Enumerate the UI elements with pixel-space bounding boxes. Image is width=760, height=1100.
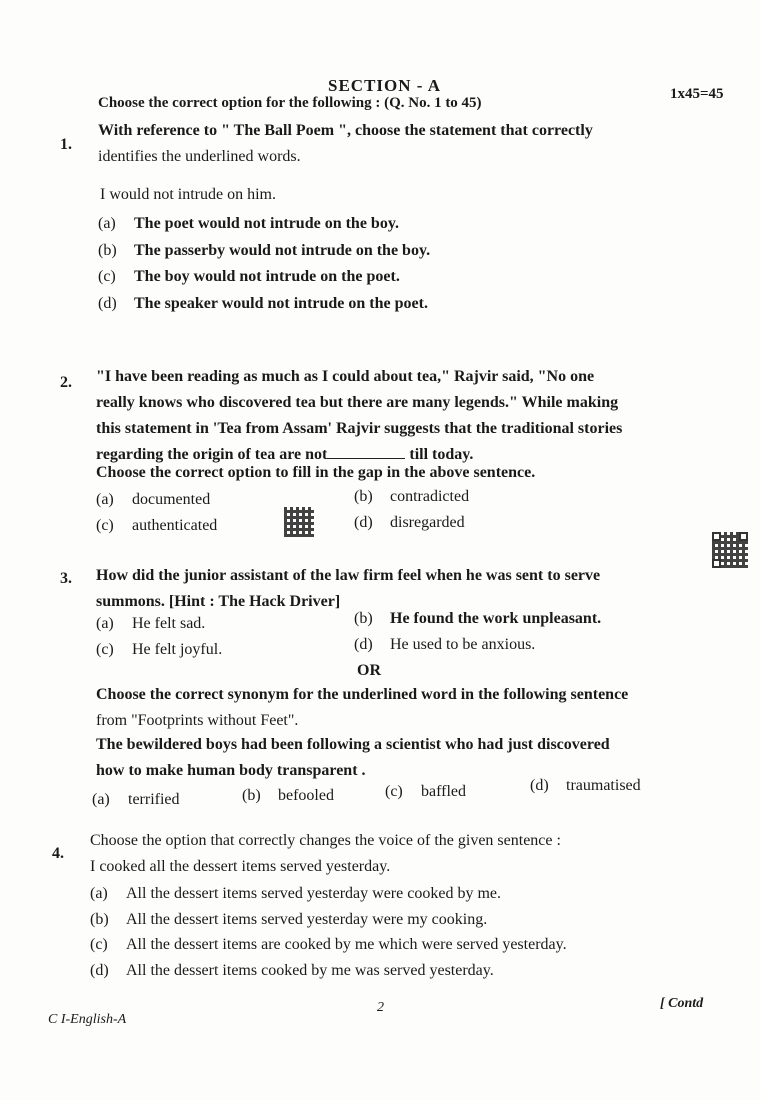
option: [354, 488, 469, 506]
option: [385, 783, 466, 801]
option-letter: (b): [242, 787, 261, 804]
option: [96, 641, 222, 659]
option-letter: (a): [96, 615, 114, 632]
question-3-alt-line: from "Footprints without Feet".: [96, 712, 299, 729]
option-letter: (b): [98, 242, 117, 259]
option: [96, 491, 210, 509]
option: [96, 615, 205, 633]
option-text: The poet would not intrude on the boy.: [134, 215, 399, 232]
option: [354, 610, 601, 628]
option-text: traumatised: [566, 777, 641, 794]
instruction: Choose the correct option for the following : (Q. No. 1 to 45): [98, 95, 482, 111]
option-letter: (c): [90, 936, 108, 953]
option: [98, 215, 399, 233]
option-letter: (c): [385, 783, 403, 800]
question-1-line: identifies the underlined words.: [98, 148, 301, 165]
page-number: 2: [377, 1000, 384, 1015]
option-letter: (d): [98, 295, 117, 312]
option: [90, 911, 487, 929]
question-4-number: 4.: [52, 845, 64, 862]
question-3-alt-text: [96, 682, 628, 734]
option: [354, 636, 535, 654]
option-text: He felt sad.: [132, 615, 206, 632]
option-text: He used to be anxious.: [390, 636, 536, 653]
option: [98, 295, 428, 313]
option-letter: (a): [96, 491, 114, 508]
option-text: disregarded: [390, 514, 465, 531]
answer-blank: [327, 444, 405, 459]
option-text: authenticated: [132, 517, 218, 534]
option: [98, 242, 430, 260]
option-letter: (d): [90, 962, 109, 979]
option-text: befooled: [278, 787, 334, 804]
question-3-number: 3.: [60, 570, 72, 587]
question-2-line: this statement in 'Tea from Assam' Rajvir suggests that the traditional stories: [96, 420, 623, 437]
option-text: The passerby would not intrude on the boy.: [134, 242, 431, 259]
option: [92, 791, 180, 809]
question-2-prompt: Choose the correct option to fill in the gap in the above sentence.: [96, 464, 536, 481]
question-2-text: [96, 364, 622, 468]
option-text: The speaker would not intrude on the poet.: [134, 295, 428, 312]
option-letter: (c): [96, 641, 114, 658]
option-letter: (a): [92, 791, 110, 808]
option-letter: (d): [530, 777, 549, 794]
option-letter: (d): [354, 636, 373, 653]
contd-label: [ Contd: [660, 996, 704, 1011]
question-3-text: [96, 563, 600, 615]
question-1-number: 1.: [60, 136, 72, 153]
question-1-line: With reference to " The Ball Poem ", choose the statement that correctly: [98, 122, 593, 139]
qr-code-icon: [284, 507, 314, 537]
option-text: terrified: [128, 791, 180, 808]
question-1-text: [98, 118, 593, 170]
option: [530, 777, 641, 795]
option: [90, 962, 494, 980]
question-2-line: "I have been reading as much as I could about tea," Rajvir said, "No one: [96, 368, 595, 385]
question-4-quote: I cooked all the dessert items served yesterday.: [90, 858, 391, 875]
option-text: documented: [132, 491, 211, 508]
option-letter: (a): [90, 885, 108, 902]
option-text: baffled: [421, 783, 467, 800]
option-text: He felt joyful.: [132, 641, 223, 658]
option-letter: (c): [98, 268, 116, 285]
option-text: contradicted: [390, 488, 470, 505]
footer-code: C I-English-A: [48, 1012, 127, 1027]
question-2-number: 2.: [60, 374, 72, 391]
question-3-alt-line: how to make human body transparent .: [96, 762, 366, 779]
question-3-line: summons. [Hint : The Hack Driver]: [96, 593, 341, 610]
question-3-alt-line: The bewildered boys had been following a scientist who had just discovered: [96, 736, 610, 753]
marks-label: 1x45=45: [670, 86, 724, 102]
option-letter: (a): [98, 215, 116, 232]
qr-code-icon: [712, 532, 748, 568]
or-label: OR: [357, 662, 381, 679]
question-2-line-start: regarding the origin of tea are not: [96, 446, 328, 463]
option-letter: (c): [96, 517, 114, 534]
option: [354, 514, 465, 532]
option: [90, 885, 501, 903]
section-title: SECTION - A: [328, 76, 442, 95]
option-text: All the dessert items are cooked by me which were served yesterday.: [126, 936, 567, 953]
option-text: All the dessert items cooked by me was served yesterday.: [126, 962, 494, 979]
option: [90, 936, 567, 954]
question-3-line: How did the junior assistant of the law firm feel when he was sent to serve: [96, 567, 601, 584]
option-text: The boy would not intrude on the poet.: [134, 268, 400, 285]
option-letter: (b): [354, 610, 373, 627]
option-letter: (b): [90, 911, 109, 928]
question-1-quote: I would not intrude on him.: [100, 186, 276, 203]
option-text: All the dessert items served yesterday were cooked by me.: [126, 885, 501, 902]
option: [242, 787, 334, 805]
question-3-alt-line: Choose the correct synonym for the underlined word in the following sentence: [96, 686, 629, 703]
question-2-line-end: till today.: [409, 446, 474, 463]
option-text: All the dessert items served yesterday were my cooking.: [126, 911, 488, 928]
question-2-line: really knows who discovered tea but there are many legends." While making: [96, 394, 619, 411]
option-text: He found the work unpleasant.: [390, 610, 602, 627]
option: [98, 268, 400, 286]
option: [96, 517, 217, 535]
question-4-text: Choose the option that correctly changes the voice of the given sentence :: [90, 832, 561, 849]
option-letter: (d): [354, 514, 373, 531]
option-letter: (b): [354, 488, 373, 505]
